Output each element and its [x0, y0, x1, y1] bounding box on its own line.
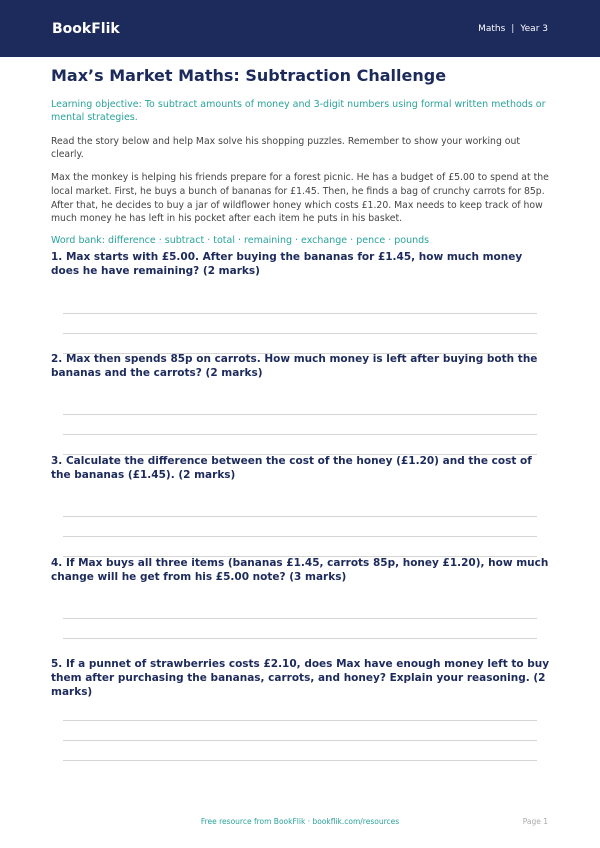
story-text: Max the monkey is helping his friends prepare for a forest picnic. He has a budget of £5.00 to spend at the local market. First, he buys a bunch of bananas for £1.45. Then, he finds a bag of crunchy carrots for 85p. After that, he decides to buy a jar of wildflower honey which costs £1.20. Max needs to keep track of how much money he has left in his pocket after each item he puts in his basket. [51, 172, 549, 225]
question-4: 4. If Max buys all three items (bananas £1.45, carrots 85p, honey £1.20), how much change will he get from his £5.00 note? (3 marks) [51, 557, 549, 584]
question-5: 5. If a punnet of strawberries costs £2.10, does Max have enough money left to buy them after purchasing the bananas, carrots, and honey? Explain your reasoning. (2 marks) [51, 658, 550, 699]
answer-line[interactable] [63, 638, 537, 639]
breadcrumb-separator: | [511, 23, 515, 34]
learning-objective: Learning objective: To subtract amounts of money and 3-digit numbers using formal written methods or mental strategies. [51, 99, 546, 123]
question-1: 1. Max starts with £5.00. After buying the bananas for £1.45, how much money does he have remaining? (2 marks) [51, 251, 523, 278]
worksheet-intro [51, 66, 551, 246]
word-bank: Word bank: difference · subtract · total · remaining · exchange · pence · pounds [51, 235, 430, 247]
brand-logo: BookFlik [52, 20, 120, 37]
answer-line[interactable] [63, 434, 537, 435]
worksheet-title: Max’s Market Maths: Subtraction Challenge [51, 66, 447, 85]
footer-credit: Free resource from BookFlik · bookflik.com/resources [200, 817, 400, 826]
answer-line[interactable] [63, 720, 537, 721]
answer-line[interactable] [63, 516, 537, 517]
page-number: Page 1 [522, 817, 548, 826]
answer-line[interactable] [63, 333, 537, 334]
answer-line[interactable] [63, 414, 537, 415]
answer-line[interactable] [63, 740, 537, 741]
answer-line[interactable] [63, 313, 537, 314]
year-label: Year 3 [520, 23, 548, 34]
question-3: 3. Calculate the difference between the cost of the honey (£1.20) and the cost of the bananas (£1.45). (2 marks) [51, 455, 532, 482]
page-header [0, 0, 600, 57]
answer-line[interactable] [63, 618, 537, 619]
answer-line[interactable] [63, 536, 537, 537]
subject-breadcrumb [478, 24, 548, 34]
subject-label: Maths [478, 23, 506, 34]
question-2: 2. Max then spends 85p on carrots. How much money is left after buying both the bananas and the carrots? (2 marks) [51, 353, 538, 380]
answer-line[interactable] [63, 760, 537, 761]
intro-text: Read the story below and help Max solve his shopping puzzles. Remember to show your working out clearly. [51, 135, 521, 161]
